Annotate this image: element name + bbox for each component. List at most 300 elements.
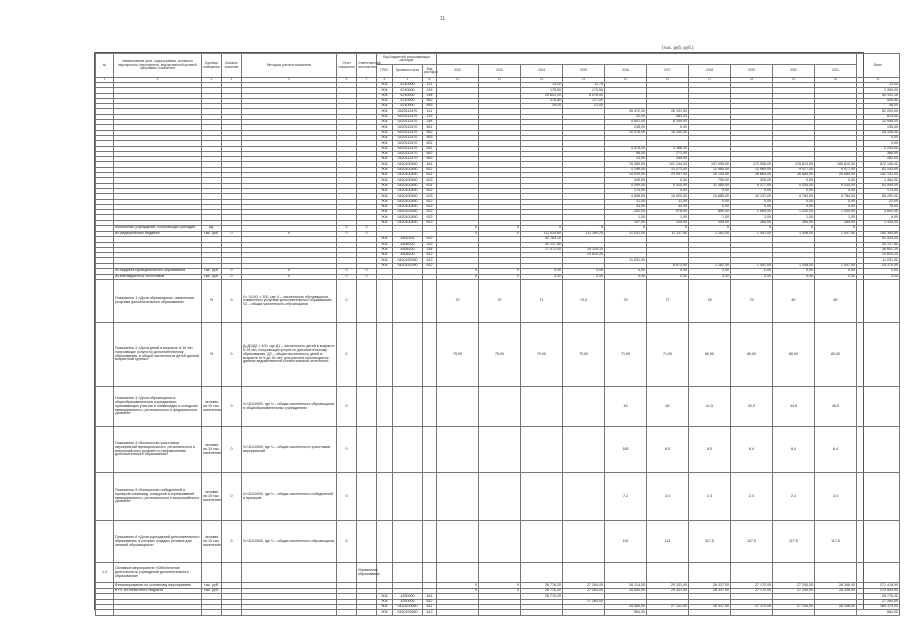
year-value-cell: 0,00 xyxy=(647,274,689,280)
year-value-cell: 0,00 xyxy=(773,204,815,209)
header-year: 2021 xyxy=(815,65,857,78)
year-value-cell: 45,5 xyxy=(815,387,857,427)
year-value-cell: 0 xyxy=(689,226,731,232)
grbs-cell: 904 xyxy=(377,104,393,109)
year-value-cell: 25 550,00 xyxy=(605,604,647,609)
year-value-cell: 27 170,00 xyxy=(731,583,773,589)
grbs-cell: 904 xyxy=(377,141,393,146)
grbs-cell: 904 xyxy=(377,146,393,151)
year-value-cell: 31,00 xyxy=(605,114,647,119)
year-value-cell: 2,4 xyxy=(773,473,815,521)
kvr-cell: 611 xyxy=(423,604,437,609)
year-value-cell: 269,00 xyxy=(647,157,689,162)
year-value-cell: 42,5 xyxy=(731,387,773,427)
year-value-cell: 33,00 xyxy=(605,204,647,209)
year-value-cell: 259,00 xyxy=(689,220,731,225)
kcsr-cell: 0420112470 xyxy=(393,114,423,119)
year-value-cell: 80,00 xyxy=(773,323,815,387)
responsible-cell xyxy=(357,387,377,427)
year-value-cell: 0,00 xyxy=(647,178,689,183)
kvr-cell: 831 xyxy=(423,141,437,146)
column-index-cell: 17 xyxy=(689,78,731,83)
year-value-cell: 0 xyxy=(479,583,521,589)
total-value-cell: 62 143,00 xyxy=(857,167,900,172)
year-value-cell: 1,00 xyxy=(689,215,731,220)
budget-table-body xyxy=(96,78,900,616)
total-value-cell: 164 379,00 xyxy=(857,604,900,609)
empty-cell xyxy=(96,427,114,473)
grbs-cell: 904 xyxy=(377,183,393,188)
method-cell: Д=Д1/Д2 × 100, где Д1 – численность детей в возрасте 5-18 лет, получающих услуги по дополнительному образованию; Д2 – общая численность детей в возрасте от 5 до 18 лет; для расчета используются данные ведомственной статистической отчетности xyxy=(242,323,337,387)
year-value-cell: 71,00 xyxy=(647,323,689,387)
grbs-cell: 904 xyxy=(377,253,393,258)
total-value-cell xyxy=(857,387,900,427)
column-index-cell: 12 xyxy=(479,78,521,83)
indicator-cell: 0 xyxy=(337,280,357,323)
base-cell: 0 xyxy=(222,323,242,387)
year-value-cell: 0,00 xyxy=(647,268,689,274)
empty-cell xyxy=(96,323,114,387)
year-value-cell xyxy=(437,521,479,563)
year-value-cell: 11 031,00 xyxy=(605,258,647,263)
total-value-cell: 564,00 xyxy=(857,610,900,615)
year-value-cell: 10 137,00 xyxy=(731,194,773,199)
header-year: 2016 xyxy=(605,65,647,78)
total-value-cell: 27 264,00 xyxy=(857,599,900,604)
year-value-cell: 28 776,20 xyxy=(521,594,563,599)
year-value-cell: 9 477,00 xyxy=(773,167,815,172)
kvr-cell: 841 xyxy=(423,146,437,151)
header-num: № xyxy=(96,54,114,78)
grbs-cell xyxy=(377,473,393,521)
kcsr-cell: 0420112470 xyxy=(393,141,423,146)
year-value-cell: 0,00 xyxy=(773,268,815,274)
kvr-cell: 119 xyxy=(423,88,437,93)
empty-cell xyxy=(479,563,521,583)
grbs-cell: 904 xyxy=(377,204,393,209)
total-value-cell: 22,00 xyxy=(857,199,900,204)
grbs-cell: 904 xyxy=(377,263,393,268)
kcsr-cell xyxy=(393,427,423,473)
year-value-cell: 71 xyxy=(521,280,563,323)
grbs-cell: 904 xyxy=(377,599,393,604)
kvr-cell: 119 xyxy=(423,114,437,119)
year-value-cell xyxy=(521,610,563,615)
column-index-cell: 7 xyxy=(357,78,377,83)
year-value-cell: 0 xyxy=(479,268,521,274)
year-value-cell: 0,00 xyxy=(731,199,773,204)
year-value-cell: 27 264,00 xyxy=(563,588,605,594)
year-value-cell: 27 245,00 xyxy=(773,604,815,609)
year-value-cell: 80 xyxy=(815,280,857,323)
kcsr-cell: 0420100450 xyxy=(393,199,423,204)
grbs-cell: 904 xyxy=(377,604,393,609)
empty-cell xyxy=(222,563,242,583)
column-index-cell: 19 xyxy=(773,78,815,83)
year-value-cell: 27 170,00 xyxy=(731,588,773,594)
year-value-cell: 0,00 xyxy=(731,188,773,193)
kvr-cell xyxy=(423,473,437,521)
total-value-cell: 13,00 xyxy=(857,83,900,88)
year-value-cell: 40 137,80 xyxy=(521,242,563,247)
year-value-cell: 27 170,00 xyxy=(731,604,773,609)
year-value-cell: 1 281,00 xyxy=(689,263,731,268)
column-index-cell: 8 xyxy=(377,78,393,83)
total-value-cell: 75,00 xyxy=(857,204,900,209)
column-index-cell: 6 xyxy=(337,78,357,83)
year-value-cell: 63 xyxy=(647,387,689,427)
grbs-cell xyxy=(377,387,393,427)
year-value-cell: 11 031,00 xyxy=(605,231,647,237)
year-value-cell xyxy=(479,427,521,473)
method-cell: 0 xyxy=(242,268,337,274)
grbs-cell: 904 xyxy=(377,98,393,103)
grbs-cell: 904 xyxy=(377,120,393,125)
year-value-cell: 157 099,00 xyxy=(689,162,731,167)
responsible-cell: 0 xyxy=(357,226,377,232)
empty-cell xyxy=(337,610,357,615)
header-year: 2019 xyxy=(731,65,773,78)
year-value-cell: 4 099,00 xyxy=(605,183,647,188)
empty-cell xyxy=(242,563,337,583)
year-value-cell: 790,00 xyxy=(689,178,731,183)
unit-cell: тыс. руб. xyxy=(202,583,222,589)
kvr-cell: 612 xyxy=(423,610,437,615)
kvr-cell: 633 xyxy=(423,194,437,199)
grbs-cell: 904 xyxy=(377,247,393,252)
year-value-cell: 576,00 xyxy=(647,210,689,215)
total-value-cell xyxy=(857,280,900,323)
kvr-cell: 612 xyxy=(423,167,437,172)
year-value-cell: 9 477,00 xyxy=(815,167,857,172)
column-index-cell: 21 xyxy=(857,78,900,83)
year-value-cell: 0 xyxy=(437,274,479,280)
year-value-cell: 76 085,00 xyxy=(605,162,647,167)
year-value-cell: 325,00 xyxy=(731,178,773,183)
total-value-cell: 135,00 xyxy=(857,125,900,130)
year-value-cell: 0 xyxy=(437,588,479,594)
unit-cell: человек на 10 тыс. населения xyxy=(202,521,222,563)
header-year: 2018 xyxy=(689,65,731,78)
total-value-cell: 28 776,20 xyxy=(857,594,900,599)
responsible-cell: 0 xyxy=(357,274,377,280)
base-cell: 0 xyxy=(222,231,242,237)
year-value-cell: 0 xyxy=(773,226,815,232)
kvr-cell: 612 xyxy=(423,237,437,242)
total-value-cell: 271 418,90 xyxy=(857,583,900,589)
empty-cell xyxy=(96,610,114,615)
year-value-cell: 0,00 xyxy=(815,178,857,183)
responsible-cell: Управление образования xyxy=(357,563,377,583)
year-value-cell: 7,2 xyxy=(605,473,647,521)
empty-cell xyxy=(202,563,222,583)
grbs-cell: 904 xyxy=(377,130,393,135)
year-value-cell: 0,00 xyxy=(815,199,857,204)
total-value-cell: 0,00 xyxy=(857,135,900,140)
year-value-cell: 28 337,00 xyxy=(689,588,731,594)
year-value-cell xyxy=(521,473,563,521)
kvr-cell: 111 xyxy=(423,109,437,114)
method-cell: Ч=Ч1/10000, где Ч – общая численность обучающихся в общеобразовательных учреждениях xyxy=(242,387,337,427)
grbs-cell: 904 xyxy=(377,220,393,225)
budget-table xyxy=(95,53,900,616)
kvr-cell: 631 xyxy=(423,183,437,188)
total-value-cell: 150 384,80 xyxy=(857,231,900,237)
year-value-cell: 27 264,00 xyxy=(563,599,605,604)
year-value-cell: 28 346,00 xyxy=(815,583,857,589)
year-value-cell: 107,5 xyxy=(731,521,773,563)
year-value-cell: 0,00 xyxy=(815,274,857,280)
header-year: 2013 xyxy=(479,65,521,78)
empty-cell xyxy=(96,521,114,563)
year-value-cell: 43 xyxy=(605,387,647,427)
empty-cell xyxy=(222,610,242,615)
year-value-cell: 0,00 xyxy=(815,188,857,193)
activity-num-cell: 1.2 xyxy=(96,563,114,583)
year-value-cell: 117,5 xyxy=(689,521,731,563)
year-value-cell: 1 451,00 xyxy=(731,263,773,268)
indicator-row xyxy=(96,387,900,427)
empty-cell xyxy=(605,563,647,583)
year-value-cell: 0 xyxy=(605,226,647,232)
year-value-cell: 1 447,00 xyxy=(815,231,857,237)
year-value-cell: 70 xyxy=(437,280,479,323)
year-value-cell: 26 114,00 xyxy=(605,583,647,589)
year-value-cell: 650,00 xyxy=(689,210,731,215)
column-index-cell: 2 xyxy=(114,78,202,83)
kvr-cell xyxy=(423,427,437,473)
kvr-cell: 852 xyxy=(423,130,437,135)
year-value-cell: 98,00 xyxy=(605,151,647,156)
header-year: 2015 xyxy=(563,65,605,78)
grbs-cell xyxy=(377,521,393,563)
year-value-cell: 28 346,00 xyxy=(815,604,857,609)
indicator-cell: 0 xyxy=(337,268,357,274)
indicator-row xyxy=(96,521,900,563)
method-cell: Ч=Ч1/10000, где Ч – общая численность участников мероприятий xyxy=(242,427,337,473)
empty-cell xyxy=(521,563,563,583)
year-value-cell xyxy=(563,521,605,563)
base-cell: 0 xyxy=(222,274,242,280)
year-value-cell: 8,0 xyxy=(689,427,731,473)
year-value-cell: 173 055,00 xyxy=(731,162,773,167)
kcsr-cell: 0420112470 xyxy=(393,130,423,135)
column-index-cell: 20 xyxy=(815,78,857,83)
kvr-cell: 622 xyxy=(423,204,437,209)
year-value-cell xyxy=(563,610,605,615)
year-value-cell xyxy=(647,610,689,615)
kvr-cell xyxy=(423,521,437,563)
unit-note: (тыс. руб. руб.) xyxy=(662,45,694,50)
indicator-cell: 0 xyxy=(337,427,357,473)
year-value-cell: 8,0 xyxy=(647,427,689,473)
column-index-cell: 13 xyxy=(521,78,563,83)
total-value-cell: 173,00 xyxy=(857,188,900,193)
total-value-cell: 9 244,00 xyxy=(857,146,900,151)
kvr-cell: 851 xyxy=(423,125,437,130)
year-value-cell xyxy=(731,610,773,615)
kvr-cell: 633 xyxy=(423,215,437,220)
header-year: 2020 xyxy=(773,65,815,78)
year-value-cell: 8,4 xyxy=(815,427,857,473)
year-value-cell: 12 960,00 xyxy=(689,167,731,172)
base-cell: 0 xyxy=(222,427,242,473)
kcsr-cell: 0420153390 xyxy=(393,258,423,263)
kvr-cell xyxy=(423,280,437,323)
kvr-cell: 244 xyxy=(423,120,437,125)
method-cell: 0 xyxy=(242,274,337,280)
kvr-cell: 111 xyxy=(423,83,437,88)
kvr-cell: 611 xyxy=(423,594,437,599)
empty-cell xyxy=(96,473,114,521)
year-value-cell: 27 264,00 xyxy=(563,583,605,589)
grbs-cell: 904 xyxy=(377,88,393,93)
total-value-cell xyxy=(857,473,900,521)
header-year: 2012 xyxy=(437,65,479,78)
grbs-cell: 904 xyxy=(377,109,393,114)
kvr-cell xyxy=(423,323,437,387)
year-value-cell xyxy=(521,427,563,473)
kcsr-cell: 0420100450 xyxy=(393,162,423,167)
year-value-cell: 26 684,00 xyxy=(773,173,815,178)
method-cell: Ч=Ч1/10000, где Ч – общая численность победителей и призеров xyxy=(242,473,337,521)
total-value-cell: 53 049,00 xyxy=(857,183,900,188)
year-value-cell: 0,00 xyxy=(731,274,773,280)
year-value-cell: 9 320,00 xyxy=(647,183,689,188)
year-value-cell: 17 472,00 xyxy=(521,247,563,252)
header-indicator: Отчет показателя xyxy=(337,54,357,78)
base-cell: 0 xyxy=(222,521,242,563)
kcsr-cell: 4502100 xyxy=(393,237,423,242)
year-value-cell: 0 xyxy=(479,274,521,280)
year-value-cell: 264,00 xyxy=(815,220,857,225)
total-value-cell: 282,00 xyxy=(857,157,900,162)
year-value-cell: 271,00 xyxy=(647,151,689,156)
grbs-cell: 904 xyxy=(377,215,393,220)
empty-cell xyxy=(393,563,423,583)
kcsr-cell: 4250000 xyxy=(393,599,423,604)
year-value-cell: 1 448,00 xyxy=(773,231,815,237)
unit-cell: тыс. руб. xyxy=(202,588,222,594)
year-value-cell: 70 xyxy=(479,280,521,323)
grbs-cell: 904 xyxy=(377,173,393,178)
year-value-cell: 1,00 xyxy=(647,215,689,220)
year-value-cell: 8,4 xyxy=(731,427,773,473)
grbs-cell xyxy=(377,427,393,473)
year-value-cell: 1 030,00 xyxy=(815,210,857,215)
activity-subrow xyxy=(96,610,900,615)
row-name-cell: из федерального бюджета xyxy=(114,231,202,237)
kcsr-cell xyxy=(393,521,423,563)
responsible-cell xyxy=(357,280,377,323)
year-value-cell: 79,00 xyxy=(563,323,605,387)
year-value-cell: 0,00 xyxy=(773,199,815,204)
kcsr-cell: 6740000 xyxy=(393,88,423,93)
year-value-cell: 4 876,00 xyxy=(605,146,647,151)
empty-cell xyxy=(857,563,900,583)
header-years-group xyxy=(437,54,857,65)
grbs-cell: 904 xyxy=(377,83,393,88)
method-cell: 0 xyxy=(242,231,337,237)
indicator-cell: 0 xyxy=(337,473,357,521)
year-value-cell: 117,5 xyxy=(815,521,857,563)
year-value-cell: 0,00 xyxy=(689,188,731,193)
year-value-cell: 76 xyxy=(605,280,647,323)
year-value-cell: 264,00 xyxy=(773,220,815,225)
responsible-cell xyxy=(357,473,377,521)
year-value-cell: 11 137,00 xyxy=(647,231,689,237)
header-total: Всего xyxy=(857,54,900,78)
unit-cell: % xyxy=(202,280,222,323)
header-year: 2017 xyxy=(647,65,689,78)
total-value-cell: 505,60 xyxy=(857,98,900,103)
year-value-cell: 10 002,00 xyxy=(647,194,689,199)
indicator-name-cell: Показатель 4 «Количество участников мероприятий муниципального, регионального и всероссийского уровней по направлениям дополнительного образования» xyxy=(114,427,202,473)
year-value-cell: 0,00 xyxy=(521,274,563,280)
year-value-cell: 41,5 xyxy=(689,387,731,427)
total-value-cell: 14 370,00 xyxy=(857,263,900,268)
total-value-cell: 46,00 xyxy=(857,104,900,109)
year-value-cell: 92 763,10 xyxy=(521,237,563,242)
year-value-cell: 24 841,10 xyxy=(521,93,563,98)
empty-cell xyxy=(114,610,202,615)
column-index-cell: 5 xyxy=(242,78,337,83)
year-value-cell: 0 xyxy=(479,231,521,237)
year-value-cell: 2,4 xyxy=(731,473,773,521)
year-value-cell: 80,00 xyxy=(731,323,773,387)
year-value-cell: 2,4 xyxy=(815,473,857,521)
year-value-cell: 178 813,00 xyxy=(773,162,815,167)
kcsr-cell: 0420100450 xyxy=(393,194,423,199)
year-value-cell: 9 377,00 xyxy=(731,183,773,188)
kcsr-cell: 0420112470 xyxy=(393,146,423,151)
unit-cell: человек на 10 тыс. населения xyxy=(202,387,222,427)
empty-cell xyxy=(563,563,605,583)
column-index-cell: 9 xyxy=(393,78,423,83)
year-value-cell xyxy=(479,387,521,427)
kvr-cell: 322 xyxy=(423,242,437,247)
indicator-row xyxy=(96,473,900,521)
kcsr-cell: 0420100590 xyxy=(393,610,423,615)
total-value-cell: 1 464,00 xyxy=(857,178,900,183)
header-responsible: Ответственный исполнитель xyxy=(357,54,377,78)
kvr-cell: 612 xyxy=(423,599,437,604)
header-name: Наименование цели, подпрограммы, основного мероприятия, мероприятия, ведомственной целевой программы, показателя xyxy=(114,54,202,78)
grbs-cell xyxy=(377,280,393,323)
total-value-cell: 614,00 xyxy=(857,114,900,119)
total-value-cell: 54 101,10 xyxy=(857,93,900,98)
kcsr-cell: 6740000 xyxy=(393,93,423,98)
total-value-cell: 55 200,00 xyxy=(857,194,900,199)
year-value-cell: 13 073,00 xyxy=(647,167,689,172)
kcsr-cell: 0420100450 xyxy=(393,220,423,225)
year-value-cell: 0 xyxy=(437,583,479,589)
year-value-cell xyxy=(521,521,563,563)
responsible-cell xyxy=(357,427,377,473)
kvr-cell: 244 xyxy=(423,247,437,252)
year-value-cell: 4 808,00 xyxy=(605,194,647,199)
year-value-cell: 0,00 xyxy=(689,204,731,209)
empty-cell xyxy=(96,387,114,427)
year-value-cell: 8,4 xyxy=(773,427,815,473)
column-index-cell: 1 xyxy=(96,78,114,83)
kvr-cell xyxy=(423,387,437,427)
kcsr-cell: 0420100450 xyxy=(393,183,423,188)
year-value-cell: 9 434,00 xyxy=(815,183,857,188)
year-value-cell: 0,00 xyxy=(605,268,647,274)
year-value-cell: 0,00 xyxy=(773,188,815,193)
year-value-cell: 27 245,00 xyxy=(773,583,815,589)
